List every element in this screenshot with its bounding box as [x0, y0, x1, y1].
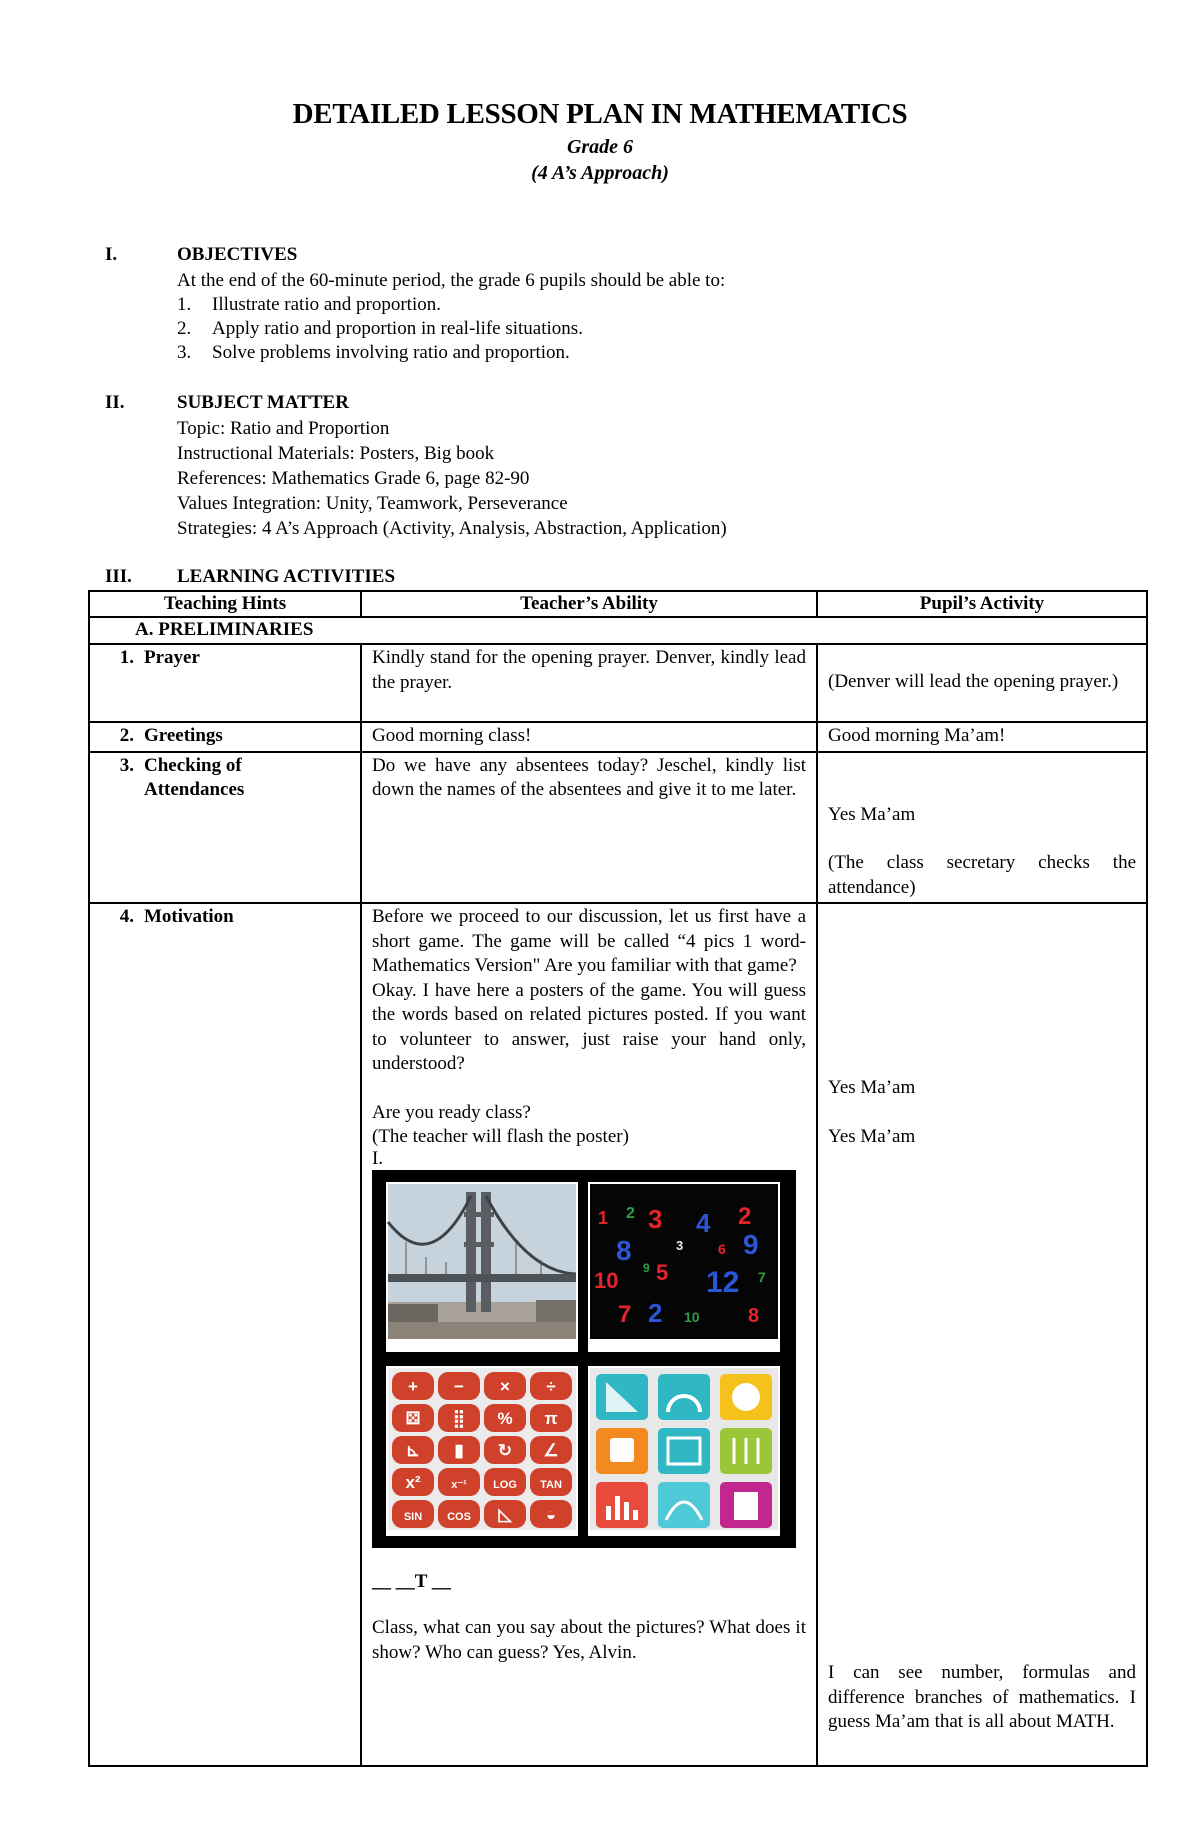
hint-number: 4.: [119, 906, 134, 927]
calculator-key: [438, 1404, 480, 1432]
hint-label: Prayer: [144, 647, 200, 668]
objective-item: Apply ratio and proportion in real-life situations.: [212, 318, 583, 339]
number-glyph: 2: [626, 1204, 635, 1222]
svg-text:COS: COS: [447, 1510, 471, 1523]
pupil-cell: [817, 903, 1147, 1766]
four-pics-poster: [372, 1170, 796, 1548]
calculator-key: [484, 1500, 526, 1528]
svg-text:SIN: SIN: [403, 1510, 423, 1523]
svg-text:▮: ▮: [454, 1440, 464, 1460]
hint-label: Checking of Attendances: [144, 754, 245, 800]
calculator-key: [484, 1404, 526, 1432]
subject-references: References: Mathematics Grade 6, page 82-90: [177, 468, 530, 489]
colored-numbers-photo: [588, 1182, 780, 1352]
calculator-key: [530, 1468, 572, 1496]
number-glyph: 2: [738, 1202, 752, 1230]
pupil-response: I can see number, formulas and difference branches of mathematics. I guess Ma’am that is all about MATH.: [828, 1662, 1136, 1732]
teacher-text: I.: [372, 1147, 384, 1169]
teacher-text: (The teacher will flash the poster): [372, 1126, 629, 1147]
svg-text:◺: ◺: [498, 1504, 512, 1524]
section-row: [89, 617, 1147, 644]
hint-number: 3.: [119, 754, 134, 776]
teacher-cell: [361, 903, 817, 1766]
number-glyph: 5: [656, 1259, 669, 1285]
svg-text:LOG: LOG: [493, 1478, 517, 1491]
teacher-text: Before we proceed to our discussion, let us first have a short game. The game will be called “4 pics 1 word-Mathematics Version" Are you familiar with that game?: [372, 906, 806, 976]
calculator-key: [438, 1500, 480, 1528]
svg-text:x⁻¹: x⁻¹: [451, 1478, 467, 1491]
pupil-response: (The class secretary checks the attendance): [828, 852, 1136, 898]
hint-number: 1.: [119, 647, 134, 668]
number-glyph: 9: [743, 1228, 759, 1260]
pupil-response: Yes Ma’am: [828, 1125, 916, 1147]
hint-label: Greetings: [144, 725, 223, 746]
table-row: [89, 722, 1147, 752]
svg-text:∠: ∠: [543, 1440, 559, 1460]
section-number-objectives: I.: [105, 244, 118, 265]
teacher-text: Are you ready class?: [372, 1101, 531, 1123]
calculator-key: [530, 1436, 572, 1464]
column-header: Pupil’s Activity: [817, 591, 1147, 617]
calculator-key: [392, 1436, 434, 1464]
bridge-photo: [386, 1182, 578, 1352]
calculator-key: [392, 1404, 434, 1432]
objective-number: 2.: [177, 318, 192, 339]
objective-item: Solve problems involving ratio and proportion.: [212, 342, 570, 363]
calculator-keys-photo: [386, 1366, 578, 1536]
svg-text:−: −: [454, 1376, 464, 1396]
svg-text:π: π: [544, 1408, 558, 1428]
subject-strategies: Strategies: 4 A’s Approach (Activity, Analysis, Abstraction, Application): [177, 518, 727, 539]
subject-topic: Topic: Ratio and Proportion: [177, 418, 390, 439]
learning-activities-table: [88, 590, 1148, 1767]
objective-number: 3.: [177, 342, 192, 363]
pupil-cell: Good morning Ma’am!: [817, 722, 1147, 752]
svg-text:↻: ↻: [497, 1440, 513, 1460]
approach-label: (4 A’s Approach): [531, 162, 669, 184]
number-glyph: 9: [643, 1260, 650, 1275]
teacher-text: Class, what can you say about the pictures? What does it show? Who can guess? Yes, Alvin.: [372, 1617, 806, 1663]
objectives-intro: At the end of the 60-minute period, the grade 6 pupils should be able to:: [177, 270, 726, 291]
section-number-subject: II.: [105, 392, 125, 413]
svg-text:⚄: ⚄: [405, 1408, 421, 1428]
section-number-learning: III.: [105, 566, 132, 587]
hint-number: 2.: [119, 725, 134, 746]
calculator-key: [392, 1468, 434, 1496]
calculator-key: [438, 1468, 480, 1496]
number-glyph: 8: [616, 1234, 632, 1266]
table-row: [89, 752, 1147, 904]
document-title: DETAILED LESSON PLAN IN MATHEMATICS: [292, 98, 908, 130]
number-glyph: 3: [648, 1203, 663, 1234]
teacher-cell: Do we have any absentees today? Jeschel, kindly list down the names of the absentees and give it to me later.: [361, 752, 817, 904]
hint-cell: [89, 722, 361, 752]
answer-blanks: __ __T __: [372, 1570, 451, 1592]
calculator-key: [392, 1500, 434, 1528]
number-glyph: 10: [684, 1308, 700, 1325]
svg-text:⣿: ⣿: [452, 1408, 466, 1428]
number-glyph: 2: [648, 1297, 663, 1328]
number-glyph: 4: [696, 1207, 711, 1238]
number-glyph: 3: [676, 1237, 684, 1253]
column-header: Teaching Hints: [89, 591, 361, 617]
hint-cell: [89, 644, 361, 722]
section-heading-learning: LEARNING ACTIVITIES: [177, 566, 396, 587]
objective-number: 1.: [177, 294, 192, 315]
pupil-cell: (Denver will lead the opening prayer.): [817, 644, 1147, 722]
number-glyph: 8: [748, 1304, 760, 1327]
svg-text:÷: ÷: [546, 1376, 556, 1396]
svg-text:%: %: [497, 1408, 513, 1428]
pupil-cell: [817, 752, 1147, 904]
section-a-label: A. PRELIMINARIES: [89, 617, 1147, 644]
calculator-key: [530, 1500, 572, 1528]
hint-cell: [89, 752, 361, 904]
number-glyph: 10: [594, 1267, 619, 1293]
objective-item: Illustrate ratio and proportion.: [212, 294, 441, 315]
hint-label: Motivation: [144, 906, 234, 927]
calculator-key: [484, 1468, 526, 1496]
number-glyph: 7: [758, 1268, 766, 1285]
number-glyph: 1: [598, 1207, 609, 1228]
table-row: [89, 644, 1147, 722]
number-glyph: 6: [718, 1240, 726, 1257]
table-header-row: [89, 591, 1147, 617]
hint-cell: [89, 903, 361, 1766]
calculator-key: [530, 1404, 572, 1432]
calculator-key: [484, 1436, 526, 1464]
svg-text:x²: x²: [405, 1472, 421, 1492]
calculator-key: [530, 1372, 572, 1400]
calculator-key: [438, 1372, 480, 1400]
calculator-key: [392, 1372, 434, 1400]
svg-text:◒: ◒: [545, 1504, 557, 1524]
math-app-icons-photo: [588, 1366, 780, 1536]
subject-materials: Instructional Materials: Posters, Big book: [177, 443, 495, 464]
pupil-response: Yes Ma’am: [828, 1077, 916, 1098]
grade-label: Grade 6: [566, 136, 634, 158]
column-header: Teacher’s Ability: [361, 591, 817, 617]
teacher-cell: Kindly stand for the opening prayer. Denver, kindly lead the prayer.: [361, 644, 817, 722]
table-row: [89, 903, 1147, 1766]
number-glyph: 12: [706, 1265, 740, 1299]
calculator-key: [484, 1372, 526, 1400]
svg-text:⊾: ⊾: [405, 1440, 421, 1460]
svg-text:+: +: [408, 1376, 418, 1396]
section-heading-objectives: OBJECTIVES: [177, 244, 298, 265]
teacher-cell: Good morning class!: [361, 722, 817, 752]
section-heading-subject: SUBJECT MATTER: [177, 392, 349, 413]
calculator-key: [438, 1436, 480, 1464]
subject-values: Values Integration: Unity, Teamwork, Perseverance: [177, 493, 568, 514]
svg-text:TAN: TAN: [540, 1478, 562, 1491]
svg-text:×: ×: [500, 1376, 510, 1396]
number-glyph: 7: [618, 1300, 632, 1328]
pupil-response: Yes Ma’am: [828, 803, 916, 825]
teacher-text: Okay. I have here a posters of the game. You will guess the words based on related pictures posted. If you want to volunteer to answer, just raise your hand only, understood?: [372, 979, 806, 1074]
